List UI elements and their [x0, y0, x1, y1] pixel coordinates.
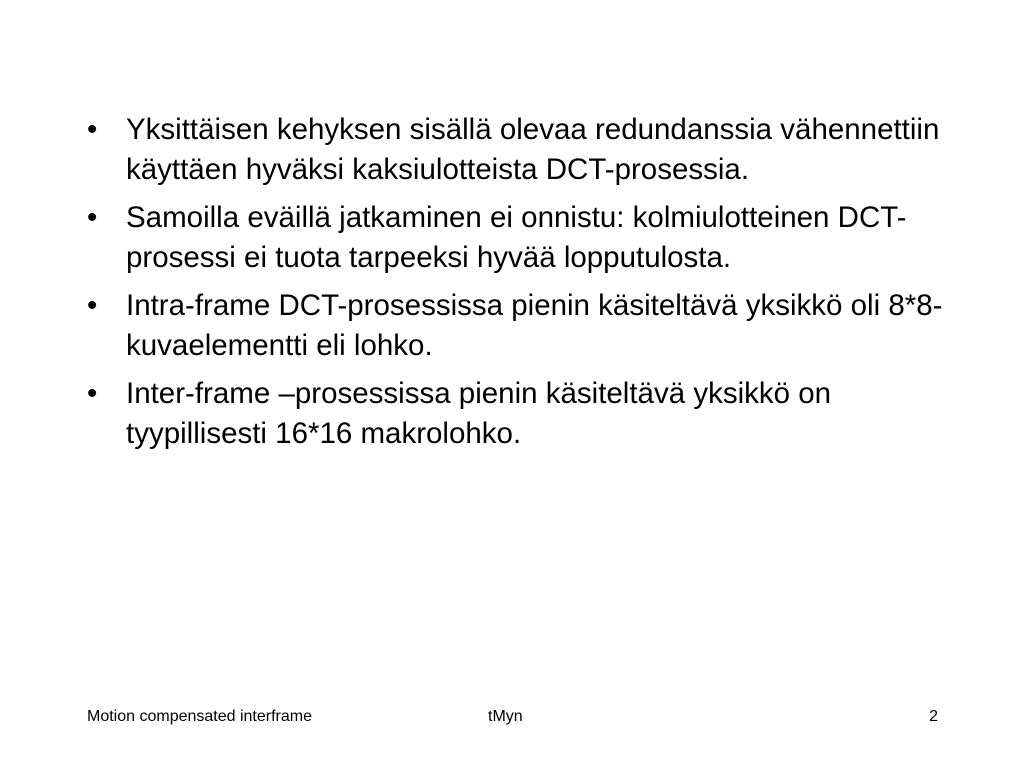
bullet-icon: •: [87, 289, 98, 322]
bullet-icon: •: [87, 113, 98, 146]
bullet-icon: •: [87, 201, 98, 234]
bullet-text: Yksittäisen kehyksen sisällä olevaa redundanssia vähennettiin käyttäen hyväksi kaksiulotteista DCT-prosessia.: [126, 113, 940, 186]
bullet-icon: •: [87, 377, 98, 410]
footer-title: Motion compensated interframe: [87, 708, 312, 725]
bullet-text: Samoilla eväillä jatkaminen ei onnistu: kolmiulotteinen DCT-prosessi ei tuota tarpeeksi hyvää lopputulosta.: [126, 201, 907, 274]
bullet-text: Inter-frame –prosessissa pienin käsiteltävä yksikkö on tyypillisesti 16*16 makrolohko.: [126, 377, 832, 450]
bullet-item: [83, 110, 943, 190]
page-number: 2: [929, 708, 938, 725]
footer-author: tMyn: [488, 708, 523, 725]
bullet-item: [83, 198, 943, 278]
bullet-item: [83, 286, 943, 366]
bullet-item: [83, 374, 943, 454]
bullet-list: [83, 110, 943, 462]
bullet-text: Intra-frame DCT-prosessissa pienin käsiteltävä yksikkö oli 8*8-kuvaelementti eli lohko.: [126, 289, 943, 362]
